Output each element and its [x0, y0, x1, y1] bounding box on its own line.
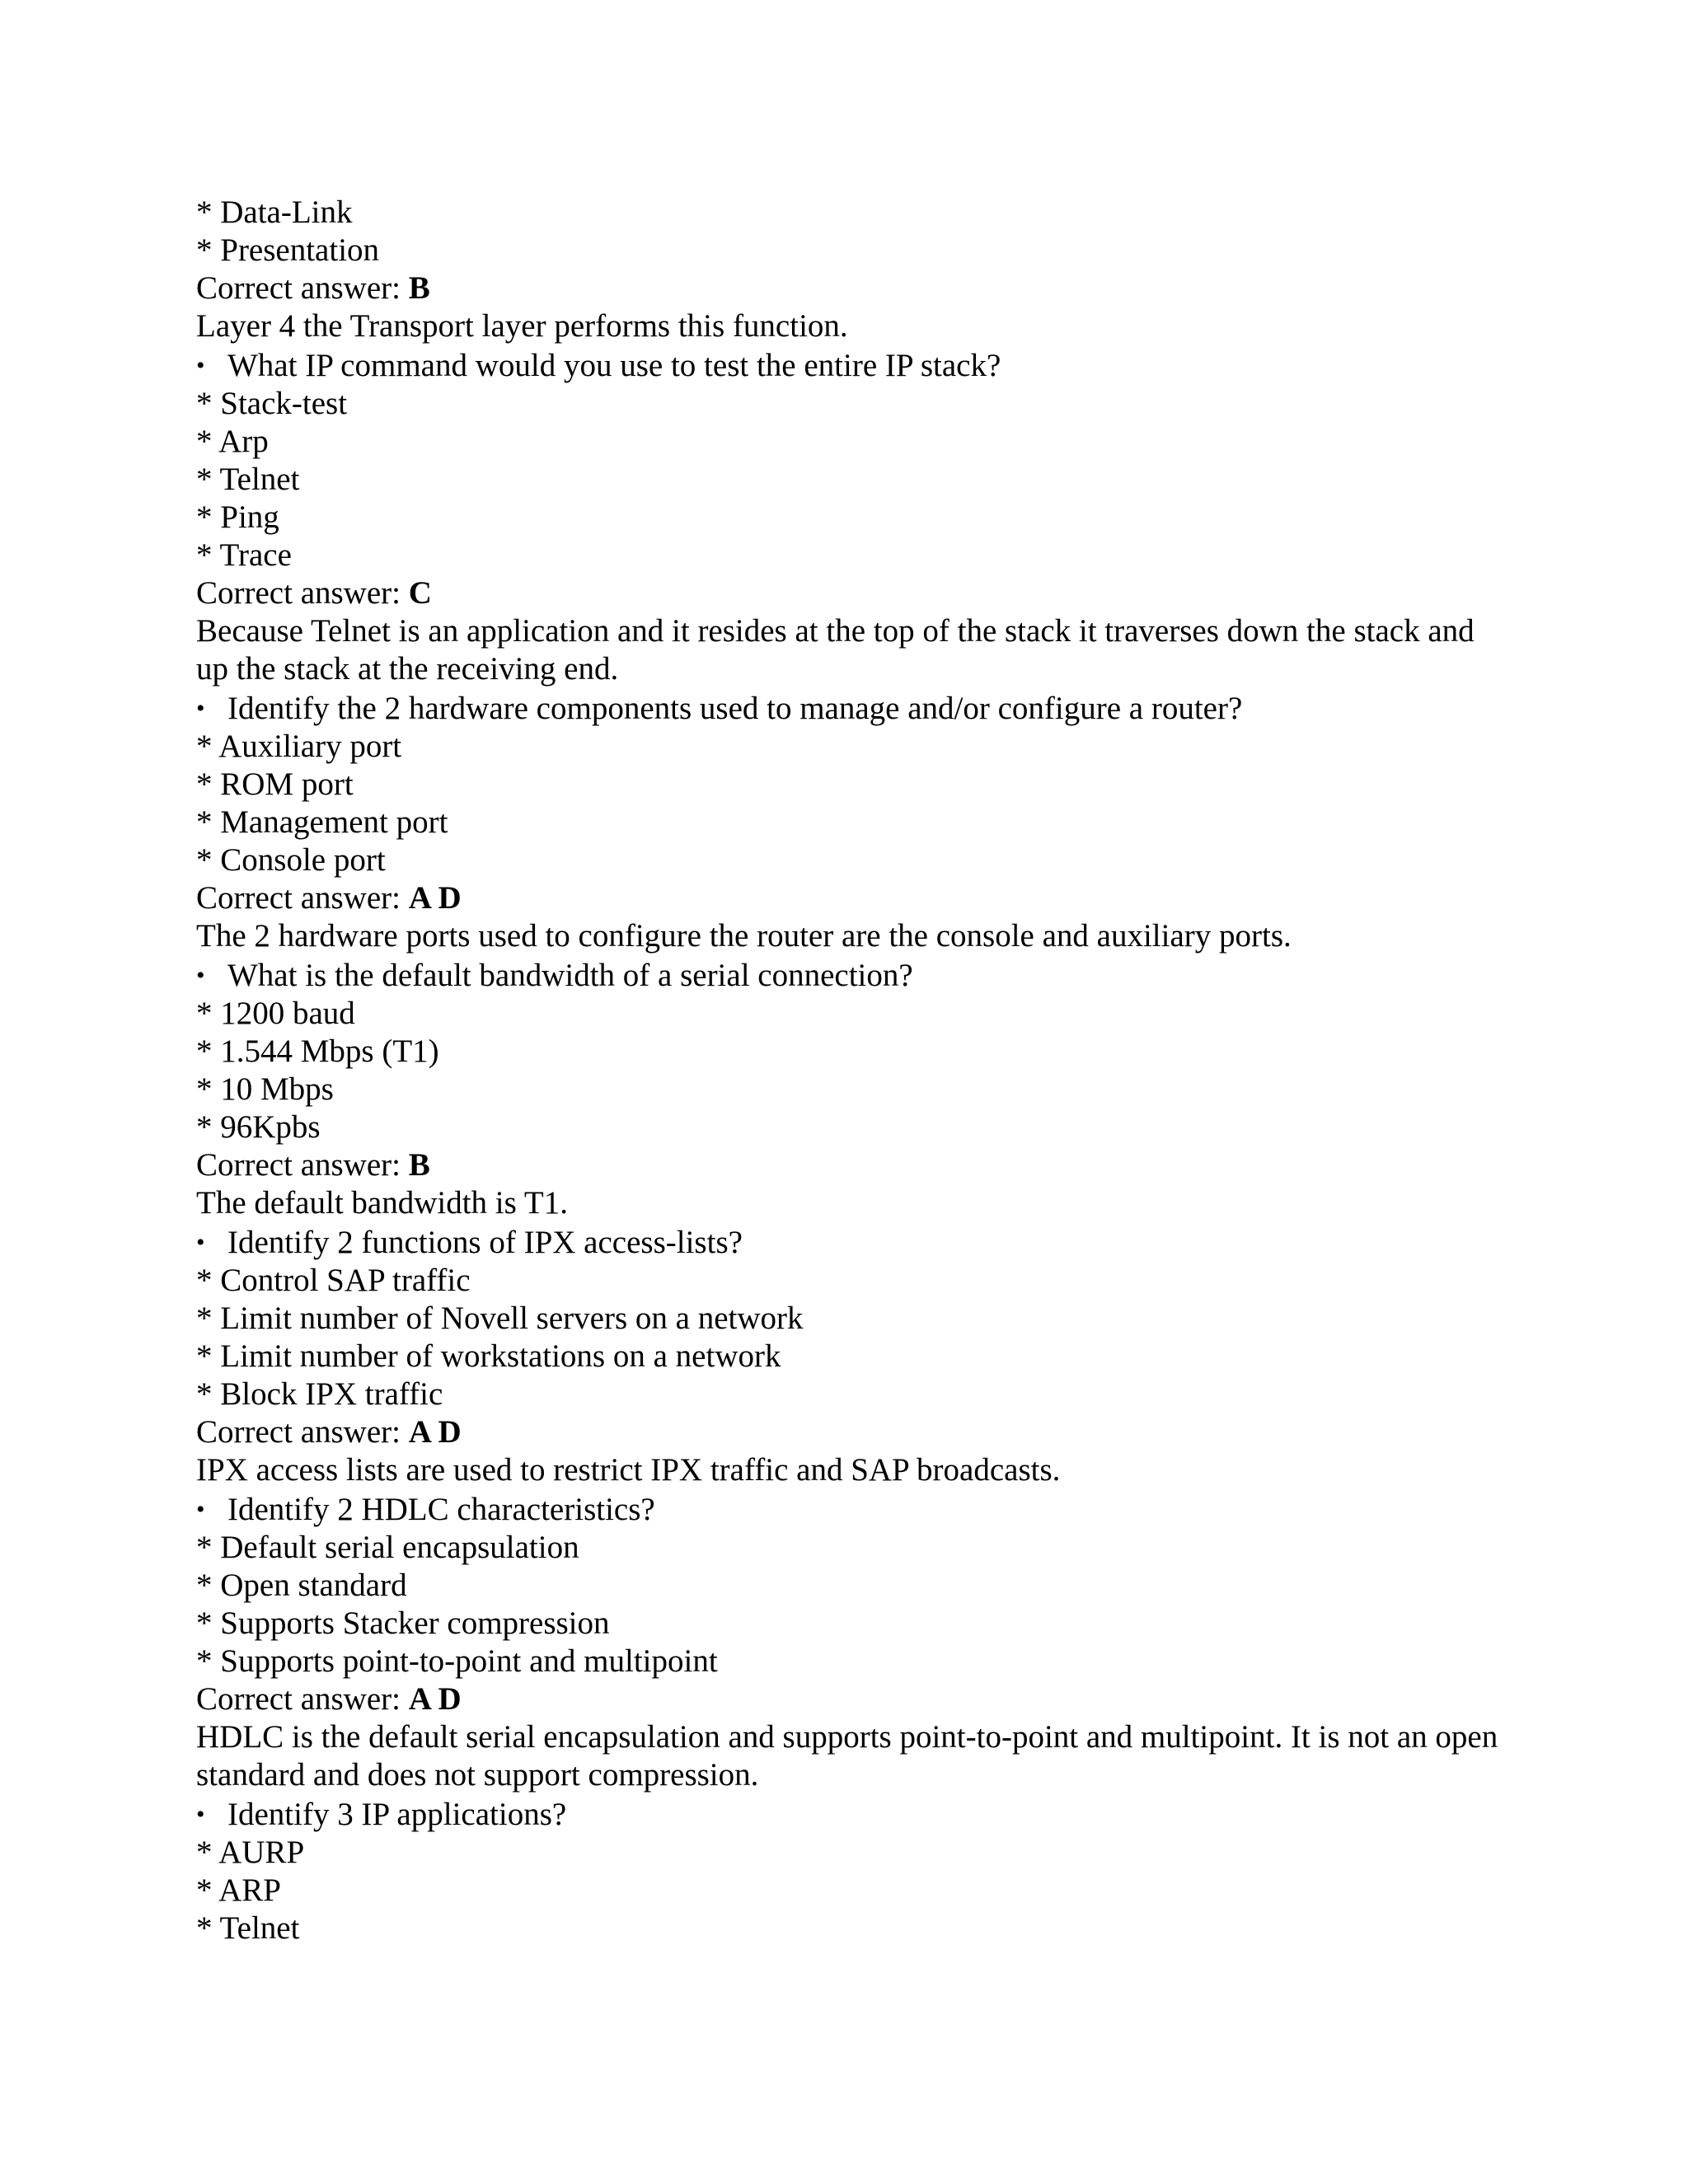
answer-explanation: The default bandwidth is T1.: [196, 1185, 568, 1221]
answer-option: * Trace: [196, 537, 292, 573]
correct-answer-line: [196, 574, 1498, 612]
answer-option: * Default serial encapsulation: [196, 1530, 579, 1565]
correct-answer-value: A D: [408, 880, 462, 916]
question-item: [196, 347, 1498, 385]
correct-answer-label: Correct answer:: [196, 880, 409, 916]
question-item: [196, 1224, 1498, 1262]
question-item: [196, 1491, 1498, 1529]
correct-answer-label: Correct answer:: [196, 1414, 409, 1450]
correct-answer-label: Correct answer:: [196, 270, 409, 306]
correct-answer-value: B: [408, 1147, 430, 1183]
question-item: [196, 1796, 1498, 1834]
answer-option: * Console port: [196, 842, 386, 878]
correct-answer-label: Correct answer:: [196, 1147, 409, 1183]
answer-explanation: Because Telnet is an application and it resides at the top of the stack it traverses down the stack and up the stack at the receiving end.: [196, 613, 1475, 687]
answer-option: * Limit number of Novell servers on a network: [196, 1301, 804, 1336]
answer-option: * Auxiliary port: [196, 729, 402, 764]
question-text: Identify 2 HDLC characteristics?: [227, 1492, 655, 1527]
correct-answer-line: [196, 1680, 1498, 1718]
answer-option: * Block IPX traffic: [196, 1376, 443, 1412]
answer-option: * Limit number of workstations on a network: [196, 1338, 781, 1374]
answer-option: * Supports Stacker compression: [196, 1605, 610, 1641]
correct-answer-value: A D: [408, 1681, 462, 1717]
answer-option: * 96Kpbs: [196, 1109, 321, 1145]
answer-option: * 1200 baud: [196, 996, 355, 1031]
answer-option: * Telnet: [196, 462, 300, 497]
question-item: [196, 957, 1498, 995]
bullet-icon: •: [196, 1801, 205, 1828]
answer-option: * Ping: [196, 499, 279, 535]
bullet-icon: •: [196, 1496, 205, 1523]
answer-explanation: HDLC is the default serial encapsulation and supports point-to-point and multipoint. It is not an open standard and does not support compression.: [196, 1719, 1498, 1793]
question-text: Identify 2 functions of IPX access-lists?: [227, 1225, 743, 1260]
answer-option: * 10 Mbps: [196, 1071, 334, 1107]
question-text: What IP command would you use to test the entire IP stack?: [227, 348, 1001, 383]
answer-option: * ROM port: [196, 766, 354, 802]
answer-option: * ARP: [196, 1872, 281, 1908]
answer-explanation: IPX access lists are used to restrict IPX traffic and SAP broadcasts.: [196, 1452, 1061, 1488]
correct-answer-label: Correct answer:: [196, 575, 409, 611]
correct-answer-value: B: [408, 270, 430, 306]
answer-option: * Telnet: [196, 1910, 300, 1946]
answer-option: * Presentation: [196, 232, 380, 268]
answer-option: * Open standard: [196, 1568, 407, 1603]
question-text: What is the default bandwidth of a serial connection?: [227, 958, 913, 993]
answer-option: * Control SAP traffic: [196, 1263, 471, 1298]
bullet-icon: •: [196, 695, 205, 722]
document-page: [196, 194, 1498, 1947]
correct-answer-value: C: [408, 575, 432, 611]
bullet-icon: •: [196, 352, 205, 379]
answer-option: * 1.544 Mbps (T1): [196, 1033, 439, 1069]
correct-answer-line: [196, 269, 1498, 307]
question-text: Identify the 2 hardware components used to manage and/or configure a router?: [227, 691, 1243, 726]
answer-option: * AURP: [196, 1835, 305, 1870]
answer-explanation: Layer 4 the Transport layer performs this function.: [196, 308, 848, 344]
answer-option: * Arp: [196, 424, 269, 459]
bullet-icon: •: [196, 962, 205, 989]
bullet-icon: •: [196, 1229, 205, 1256]
correct-answer-value: A D: [408, 1414, 462, 1450]
answer-option: * Data-Link: [196, 194, 353, 230]
correct-answer-line: [196, 1146, 1498, 1184]
answer-option: * Supports point-to-point and multipoint: [196, 1643, 718, 1679]
answer-option: * Management port: [196, 804, 448, 840]
correct-answer-line: [196, 1413, 1498, 1451]
answer-option: * Stack-test: [196, 386, 348, 421]
correct-answer-line: [196, 879, 1498, 917]
question-text: Identify 3 IP applications?: [227, 1797, 567, 1832]
answer-explanation: The 2 hardware ports used to configure the router are the console and auxiliary ports.: [196, 918, 1292, 954]
correct-answer-label: Correct answer:: [196, 1681, 409, 1717]
question-item: [196, 690, 1498, 728]
